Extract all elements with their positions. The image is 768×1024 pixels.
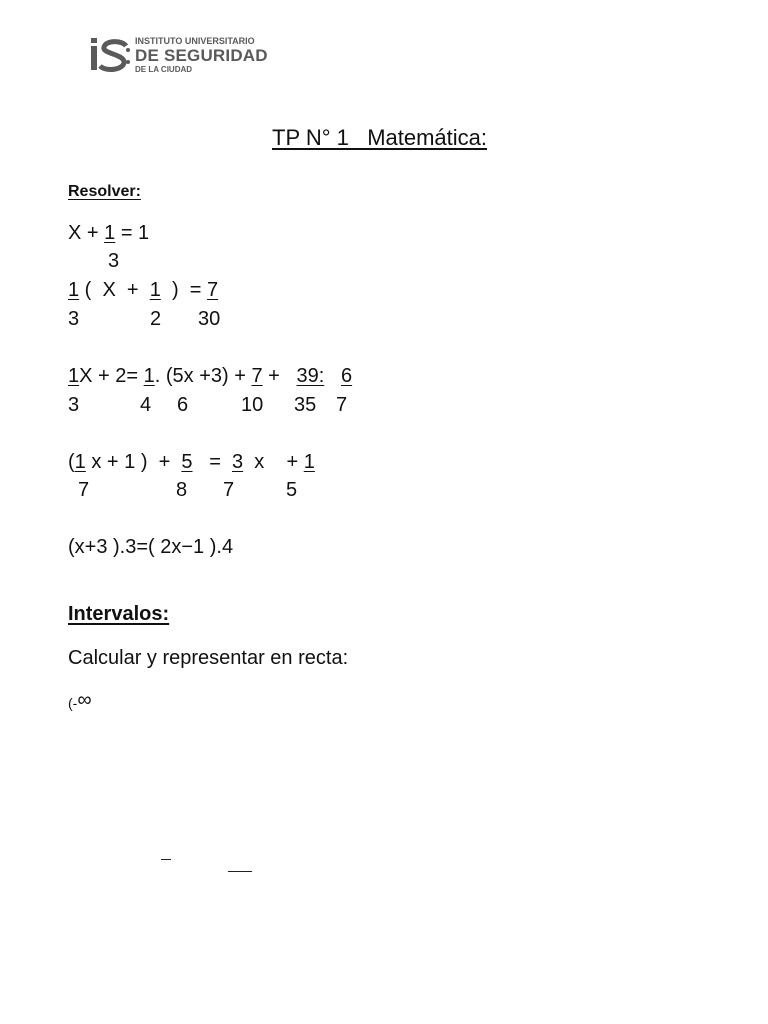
logo-line-2: DE SEGURIDAD bbox=[135, 46, 268, 65]
equation-1: X + 1 = 1 bbox=[68, 222, 150, 244]
equation-4-denominator-2: 8 bbox=[176, 479, 188, 501]
equation-1-denominator: 3 bbox=[108, 250, 120, 272]
equation-5: (x+3 ).3=( 2x−1 ).4 bbox=[68, 536, 234, 558]
page-title: TP N° 1 Matemática: bbox=[272, 125, 488, 150]
logo-mark-icon bbox=[88, 34, 132, 78]
equation-3-denominator-2: 4 bbox=[140, 394, 152, 416]
intervalos-instruction: Calcular y representar en recta: bbox=[68, 647, 349, 669]
resolver-heading: Resolver: bbox=[68, 183, 141, 200]
interval-expression: (-∞ bbox=[68, 689, 92, 711]
institute-logo bbox=[88, 34, 278, 80]
stray-dash-long bbox=[228, 871, 252, 872]
equation-3-denominator-6: 7 bbox=[336, 394, 348, 416]
equation-3: 1X + 2= 1. (5x +3) + 7 + 39: 6 bbox=[68, 365, 353, 387]
equation-2-denominator-3: 30 bbox=[198, 308, 221, 330]
equation-4: (1 x + 1 ) + 5 = 3 x + 1 bbox=[68, 451, 315, 473]
equation-3-denominator-3: 6 bbox=[177, 394, 189, 416]
equation-3-denominator-5: 35 bbox=[294, 394, 317, 416]
logo-line-3: DE LA CIUDAD bbox=[135, 65, 193, 74]
equation-4-denominator-4: 5 bbox=[286, 479, 298, 501]
equation-3-denominator-4: 10 bbox=[241, 394, 264, 416]
logo-line-1: INSTITUTO UNIVERSITARIO bbox=[135, 36, 255, 46]
equation-3-denominator-1: 3 bbox=[68, 394, 80, 416]
equation-4-denominator-3: 7 bbox=[223, 479, 235, 501]
equation-2: 1 ( X + 1 ) = 7 bbox=[68, 279, 219, 301]
equation-2-denominator-1: 3 bbox=[68, 308, 80, 330]
equation-4-denominator-1: 7 bbox=[78, 479, 90, 501]
stray-dash-short bbox=[161, 859, 171, 860]
equation-2-denominator-2: 2 bbox=[150, 308, 162, 330]
infinity-symbol: ∞ bbox=[77, 689, 92, 711]
intervalos-heading: Intervalos: bbox=[68, 603, 170, 625]
